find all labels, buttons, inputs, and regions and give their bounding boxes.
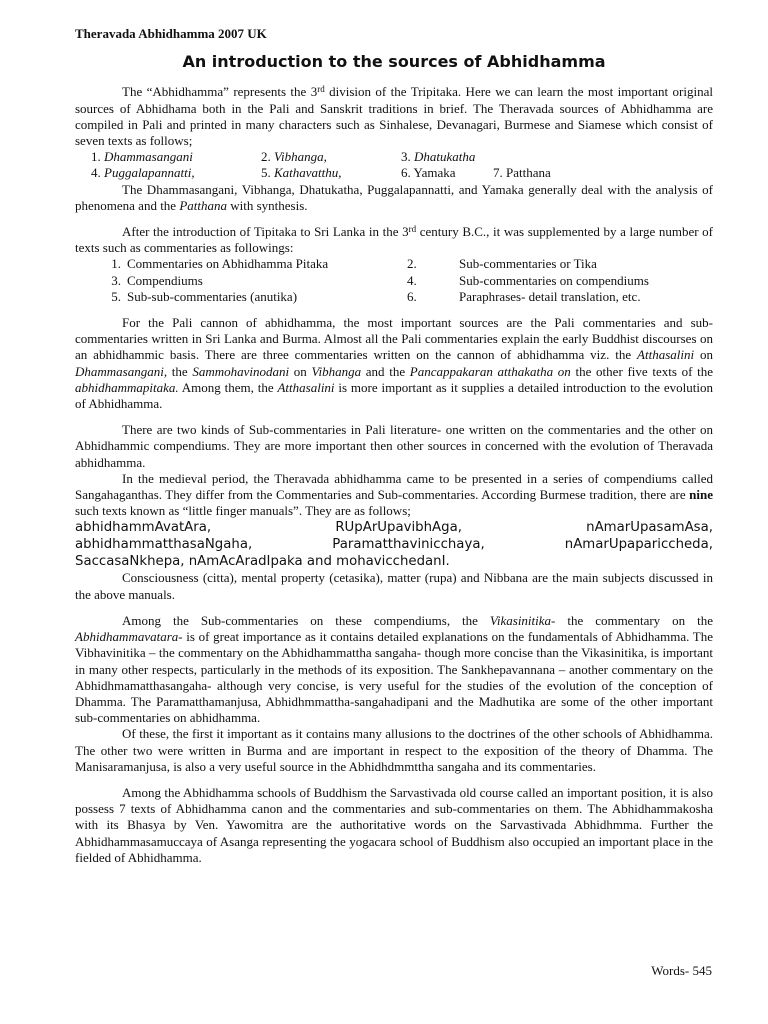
- paragraph-of-these: Of these, the first it important as it contains many allusions to the doctrines of the other schools of Abhidhamma. The other two were written in Burma and are important in respect to the exposition of the theory of Dhamma. The Manisaramanjusa, is also a very useful source in the Abhidhdmmttha sangaha and its commentaries.: [75, 726, 713, 774]
- list-label: Vibhanga,: [274, 149, 327, 165]
- list-row: [75, 273, 713, 289]
- spacer: [75, 775, 713, 785]
- text-span: Among the Sub-commentaries on these compendiums, the: [122, 612, 490, 628]
- text-span: The “Abhidhamma” represents the 3: [122, 84, 318, 100]
- list-item: [261, 149, 401, 165]
- list-label: Patthana: [506, 165, 551, 181]
- text-span: division of the Tripitaka. Here we can learn the most important original sources of Abhidhama both in the Pali and Sanskrit traditions in brief. The Theravada sources of Abhidhamma are compiled in Pali and printed in many characters such as Sinhalese, Devanagari, Burmese and Siamese which consist of seven texts as follows;: [75, 84, 713, 149]
- paragraph-analysis: [75, 182, 713, 214]
- list-row: [75, 165, 713, 181]
- bold-term: nine: [689, 487, 713, 503]
- superscript: rd: [317, 84, 325, 95]
- italic-term: Vibhanga: [311, 363, 362, 379]
- list-label: Dhatukatha: [414, 149, 476, 165]
- spacer: [75, 412, 713, 422]
- list-number: 4.: [407, 272, 417, 288]
- manual-name: abhidhammAvatAra,: [75, 520, 212, 536]
- list-label: Dhammasangani: [104, 149, 193, 165]
- text-span: - the commentary on the: [551, 612, 713, 628]
- text-span: such texts known as “little finger manuals”. They are as follows;: [75, 503, 411, 519]
- italic-term: Pancappakaran atthakatha on: [409, 363, 571, 379]
- list-row: [75, 256, 713, 272]
- list-item: [261, 165, 401, 181]
- spacer: [75, 603, 713, 613]
- paragraph-pali-commentaries: [75, 315, 713, 412]
- text-span: and the: [361, 363, 410, 379]
- list-label: Yamaka: [413, 165, 456, 181]
- list-label: Sub-commentaries on compendiums: [459, 272, 649, 288]
- list-number: 4.: [91, 165, 104, 181]
- manuals-line: SaccasaNkhepa, nAmAcAradIpaka and mohavicchedanI.: [75, 554, 450, 570]
- list-item: [75, 149, 261, 165]
- paragraph-medieval: [75, 471, 713, 520]
- list-label: Sub-sub-commentaries (anutika): [127, 288, 298, 304]
- list-number: 3.: [111, 272, 121, 288]
- manual-name: nAmarUpapariccheda,: [564, 537, 713, 553]
- manuals-line: [75, 536, 713, 553]
- text-span: with synthesis.: [227, 197, 308, 213]
- list-item: [401, 165, 493, 181]
- document-page: [75, 26, 713, 866]
- text-span: the: [167, 363, 193, 379]
- list-item: [401, 149, 493, 165]
- manuals-line: [75, 519, 713, 536]
- text-span: Among them, the: [178, 379, 278, 395]
- manual-name: RUpArUpavibhAga,: [335, 520, 462, 536]
- list-item: [75, 165, 261, 181]
- list-number: 2.: [407, 256, 417, 272]
- list-number: 5.: [261, 165, 274, 181]
- list-number: 6.: [407, 288, 417, 304]
- italic-term: Dhammasangani,: [75, 363, 168, 379]
- list-number: 5.: [111, 288, 121, 304]
- list-item: [493, 165, 551, 181]
- paragraph-subjects: Consciousness (citta), mental property (cetasika), matter (rupa) and Nibbana are the main subjects discussed in the above manuals.: [75, 570, 713, 602]
- manual-name: abhidhammatthasaNgaha,: [75, 537, 253, 553]
- italic-term: abhidhammapitaka.: [75, 379, 179, 395]
- list-label: Sub-commentaries or Tika: [459, 256, 597, 272]
- text-span: In the medieval period, the Theravada abhidhamma came to be presented in a series of compendiums called Sangahaganthas. They differ from the Commentaries and Sub-commentaries. According Burmese tradition, there are: [75, 470, 713, 503]
- list-row: [75, 289, 713, 305]
- italic-term: Atthasalini: [637, 347, 695, 363]
- commentary-list: [75, 256, 713, 305]
- text-span: the other five texts of the: [570, 363, 713, 379]
- manual-name: nAmarUpasamAsa,: [586, 520, 713, 536]
- text-span: For the Pali cannon of abhidhamma, the most important sources are the Pali commentaries and sub-commentaries written in Sri Lanka and Burma. Almost all the Pali commentaries explain the early Buddhist discourses on an abhidhammic basis. There are three commentaries written on the cannon of abhidhamma viz. the: [75, 315, 713, 363]
- list-label: Compendiums: [127, 272, 203, 288]
- list-label: Kathavatthu,: [274, 165, 342, 181]
- page-title: An introduction to the sources of Abhidhamma: [182, 52, 606, 72]
- paragraph-sarvastivada: Among the Abhidhamma schools of Buddhism the Sarvastivada old course called an important position, it is also possess 7 texts of Abhidhamma canon and the commentaries and sub-commentaries on them. The Abhidhammakosha with its Bhasya by Ven. Yawomitra are the authoritative words on the Sarvastivada Abhidhmma. Further the Abhidhammasamuccaya of Asanga representing the yogacara school of Buddhism also occupied an important place in the fielded of Abhidhamma.: [75, 784, 713, 865]
- text-span: - is of great importance as it contains detailed explanations on the fundamentals of Abhidhamma. The Vibhavinitika – the commentary on the Abhidhammattha sangaha- though more concise than the Vikasinitika, is important in many other respects, particularly in the methods of its exposition. The Sankhepavannana – another commentary on the Abhidhmamatthasangaha- although very concise, is very useful for the studies of the evolution of the conception of Dhamma. The Paramatthamanjusa, Abhidhmmattha-sangahadipani and the Madhutika are some of the other important sub-commentaries on abhidhamma.: [75, 629, 713, 726]
- word-count: Words- 545: [651, 963, 712, 978]
- paragraph-compendium-commentaries: [75, 613, 713, 726]
- text-span: After the introduction of Tipitaka to Sri Lanka in the 3: [122, 224, 409, 240]
- seven-texts-list: [75, 149, 713, 181]
- paragraph-sub-commentaries: There are two kinds of Sub-commentaries in Pali literature- one written on the commentaries and the other on Abhidhammic compendiums. They are more important then other sources in concerned with the evolution of Theravada abhidhamma.: [75, 422, 713, 470]
- italic-term: Atthasalini: [277, 379, 335, 395]
- document-header: Theravada Abhidhamma 2007 UK: [75, 26, 267, 41]
- list-number: 6.: [401, 165, 414, 181]
- italic-term: Vikasinitika: [489, 612, 552, 628]
- list-number: 1.: [91, 149, 104, 165]
- list-row: [75, 149, 713, 165]
- list-number: 7.: [493, 165, 506, 181]
- text-span: century B.C., it was supplemented by a large number of texts such as commentaries as followings:: [75, 224, 713, 256]
- text-span: on: [694, 347, 714, 363]
- italic-term: Sammohavinodani: [192, 363, 290, 379]
- list-label: Puggalapannatti,: [104, 165, 195, 181]
- manual-name: Paramatthavinicchaya,: [332, 537, 485, 553]
- spacer: [75, 214, 713, 224]
- list-number: 2.: [261, 149, 274, 165]
- text-span: on: [289, 363, 312, 379]
- text-span: is more important as it supplies a detailed introduction to the evolution of Abhidhamma.: [75, 379, 713, 412]
- superscript: rd: [408, 224, 417, 235]
- list-label: Commentaries on Abhidhamma Pitaka: [127, 256, 329, 272]
- list-number: 1.: [111, 256, 121, 272]
- paragraph-sri-lanka: [75, 224, 713, 256]
- spacer: [75, 305, 713, 315]
- text-span: The Dhammasangani, Vibhanga, Dhatukatha, Puggalapannatti, and Yamaka generally deal with the analysis of phenomena and the: [75, 181, 713, 213]
- paragraph-intro: [75, 84, 713, 149]
- italic-term: Patthana: [179, 197, 227, 213]
- list-label: Paraphrases- detail translation, etc.: [459, 288, 641, 304]
- list-number: 3.: [401, 149, 414, 165]
- manuals-list: [75, 519, 713, 570]
- italic-term: Abhidhammavatara: [75, 629, 179, 645]
